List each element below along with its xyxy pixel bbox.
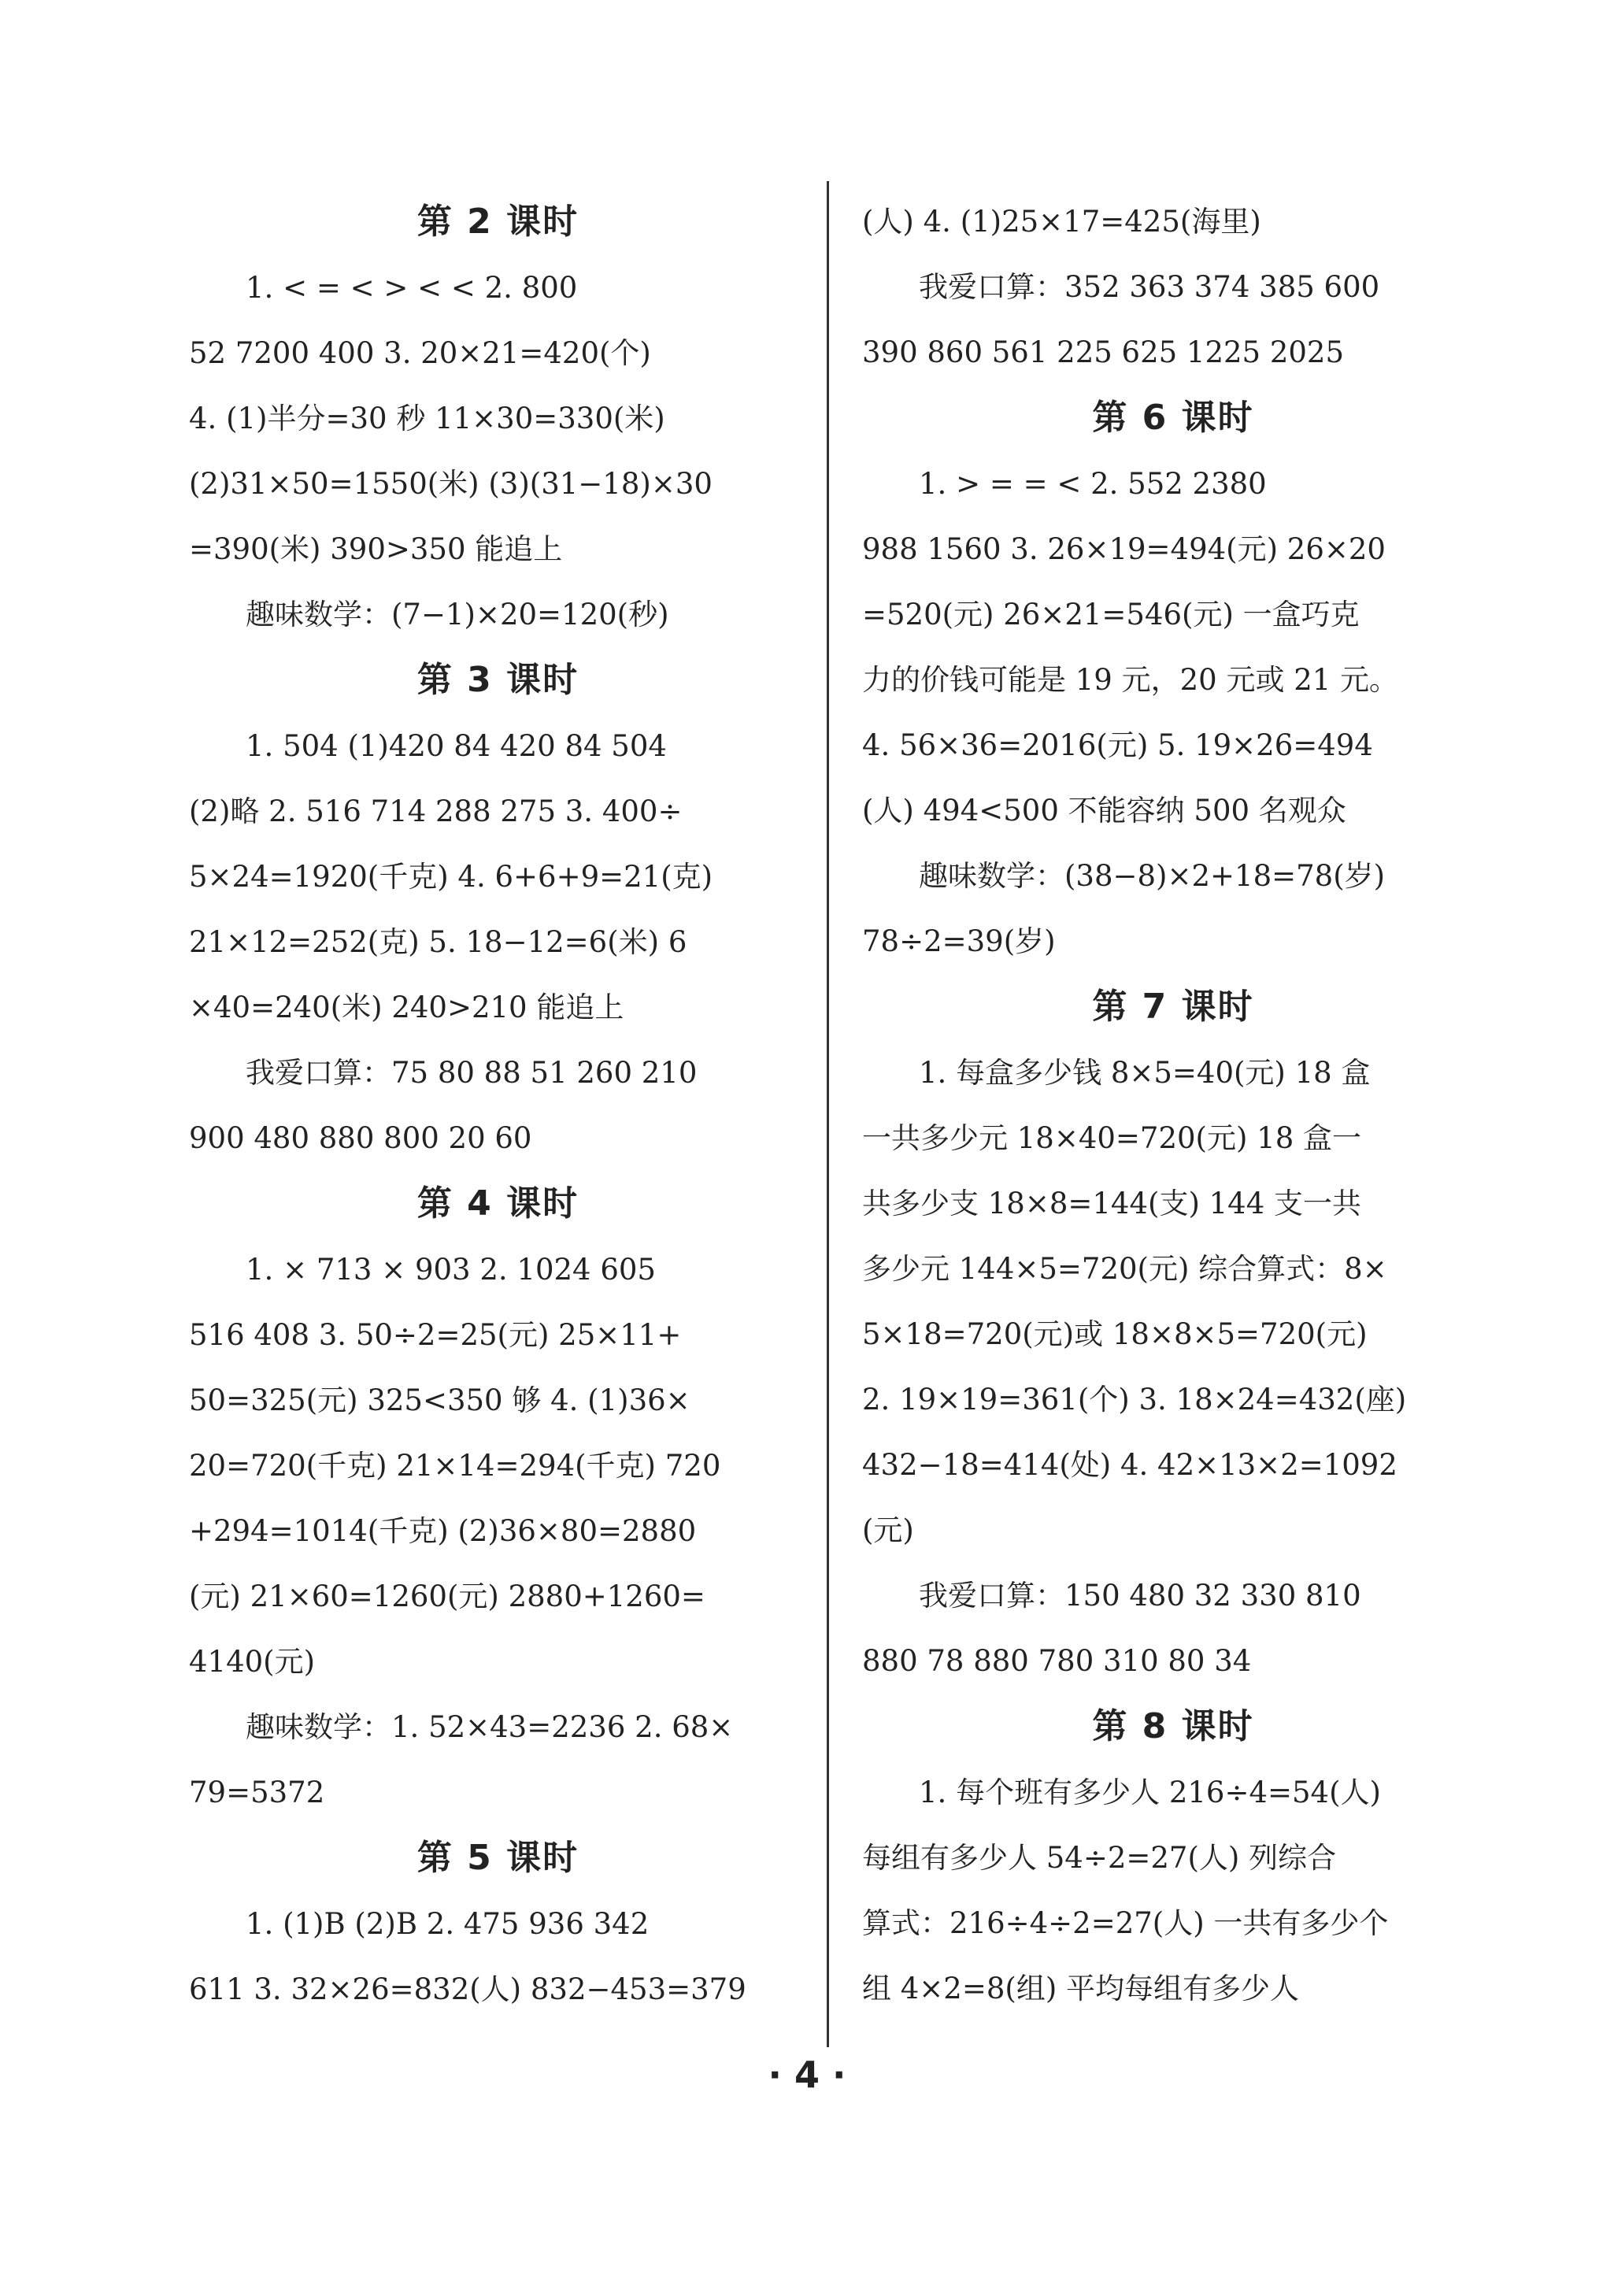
answer-line: 516 408 3. 50÷2=25(元) 25×11+ <box>189 1318 682 1352</box>
answer-line: 390 860 561 225 625 1225 2025 <box>862 335 1344 369</box>
answer-line: (人) 494<500 不能容纳 500 名观众 <box>862 794 1346 828</box>
answer-line: 1. (1)B (2)B 2. 475 936 342 <box>246 1907 650 1941</box>
answer-line: (元) 21×60=1260(元) 2880+1260= <box>189 1579 705 1613</box>
answer-line: 1. × 713 × 903 2. 1024 605 <box>246 1253 656 1287</box>
right-column <box>862 189 1484 2021</box>
answer-line: 5×24=1920(千克) 4. 6+6+9=21(克) <box>189 860 713 894</box>
answer-line: 1. < = < > < < 2. 800 <box>246 271 578 305</box>
column-divider <box>827 181 829 2047</box>
answer-line: +294=1014(千克) (2)36×80=2880 <box>189 1514 697 1548</box>
answer-line: 趣味数学：1. 52×43=2236 2. 68× <box>246 1710 734 1744</box>
answer-line: 611 3. 32×26=832(人) 832−453=379 <box>189 1972 746 2006</box>
answer-line: 趣味数学：(38−8)×2+18=78(岁) <box>919 859 1386 893</box>
answer-line: 每组有多少人 54÷2=27(人) 列综合 <box>862 1841 1337 1875</box>
lesson-heading: 第 5 课时 <box>416 1838 579 1878</box>
answer-line: 5×18=720(元)或 18×8×5=720(元) <box>862 1317 1368 1351</box>
answer-line: 50=325(元) 325<350 够 4. (1)36× <box>189 1383 690 1417</box>
answer-line: 52 7200 400 3. 20×21=420(个) <box>189 336 651 370</box>
answer-line: 78÷2=39(岁) <box>862 924 1056 958</box>
answer-line: 988 1560 3. 26×19=494(元) 26×20 <box>862 532 1386 566</box>
lesson-heading: 第 2 课时 <box>416 202 579 242</box>
answer-line: (人) 4. (1)25×17=425(海里) <box>862 205 1261 239</box>
answer-line: 算式：216÷4÷2=27(人) 一共有多少个 <box>862 1906 1389 1940</box>
left-column <box>189 189 807 2022</box>
answer-line: 多少元 144×5=720(元) 综合算式：8× <box>862 1252 1387 1286</box>
answer-line: 1. 每盒多少钱 8×5=40(元) 18 盒 <box>919 1056 1371 1090</box>
answer-line: 2. 19×19=361(个) 3. 18×24=432(座) <box>862 1383 1407 1416</box>
answer-line: 我爱口算：150 480 32 330 810 <box>919 1579 1361 1613</box>
answer-line: 组 4×2=8(组) 平均每组有多少人 <box>862 1972 1300 2005</box>
answer-line: 20=720(千克) 21×14=294(千克) 720 <box>189 1449 721 1483</box>
page-number: · 4 · <box>768 2053 846 2096</box>
answer-line: 880 78 880 780 310 80 34 <box>862 1644 1252 1678</box>
answer-line: 1. 每个班有多少人 216÷4=54(人) <box>919 1776 1381 1809</box>
answer-line: 900 480 880 800 20 60 <box>189 1121 532 1155</box>
answer-line: 432−18=414(处) 4. 42×13×2=1092 <box>862 1448 1397 1482</box>
answer-line: 一共多少元 18×40=720(元) 18 盒一 <box>862 1121 1362 1155</box>
lesson-heading: 第 8 课时 <box>1092 1706 1254 1746</box>
answer-line: (2)略 2. 516 714 288 275 3. 400÷ <box>189 794 683 828</box>
answer-line: 我爱口算：75 80 88 51 260 210 <box>246 1056 698 1090</box>
lesson-heading: 第 7 课时 <box>1092 987 1254 1027</box>
answer-line: 79=5372 <box>189 1776 325 1809</box>
answer-line: 我爱口算：352 363 374 385 600 <box>919 270 1380 304</box>
answer-line: (元) <box>862 1513 914 1547</box>
answer-line: 1. > = = < 2. 552 2380 <box>919 467 1267 501</box>
answer-line: =390(米) 390>350 能追上 <box>189 532 563 566</box>
answer-line: 21×12=252(克) 5. 18−12=6(米) 6 <box>189 925 687 959</box>
answer-line: ×40=240(米) 240>210 能追上 <box>189 991 624 1024</box>
answer-line: 4. (1)半分=30 秒 11×30=330(米) <box>189 402 665 435</box>
answer-line: 4140(元) <box>189 1645 316 1679</box>
lesson-heading: 第 3 课时 <box>416 660 579 700</box>
lesson-heading: 第 6 课时 <box>1092 398 1254 438</box>
answer-line: 趣味数学：(7−1)×20=120(秒) <box>246 598 669 631</box>
answer-line: 1. 504 (1)420 84 420 84 504 <box>246 729 667 763</box>
answer-line: (2)31×50=1550(米) (3)(31−18)×30 <box>189 467 713 501</box>
answer-line: 力的价钱可能是 19 元，20 元或 21 元。 <box>862 663 1399 697</box>
answer-line: 共多少支 18×8=144(支) 144 支一共 <box>862 1187 1362 1220</box>
answer-line: 4. 56×36=2016(元) 5. 19×26=494 <box>862 728 1373 762</box>
answer-line: =520(元) 26×21=546(元) 一盒巧克 <box>862 598 1360 631</box>
lesson-heading: 第 4 课时 <box>416 1183 579 1224</box>
